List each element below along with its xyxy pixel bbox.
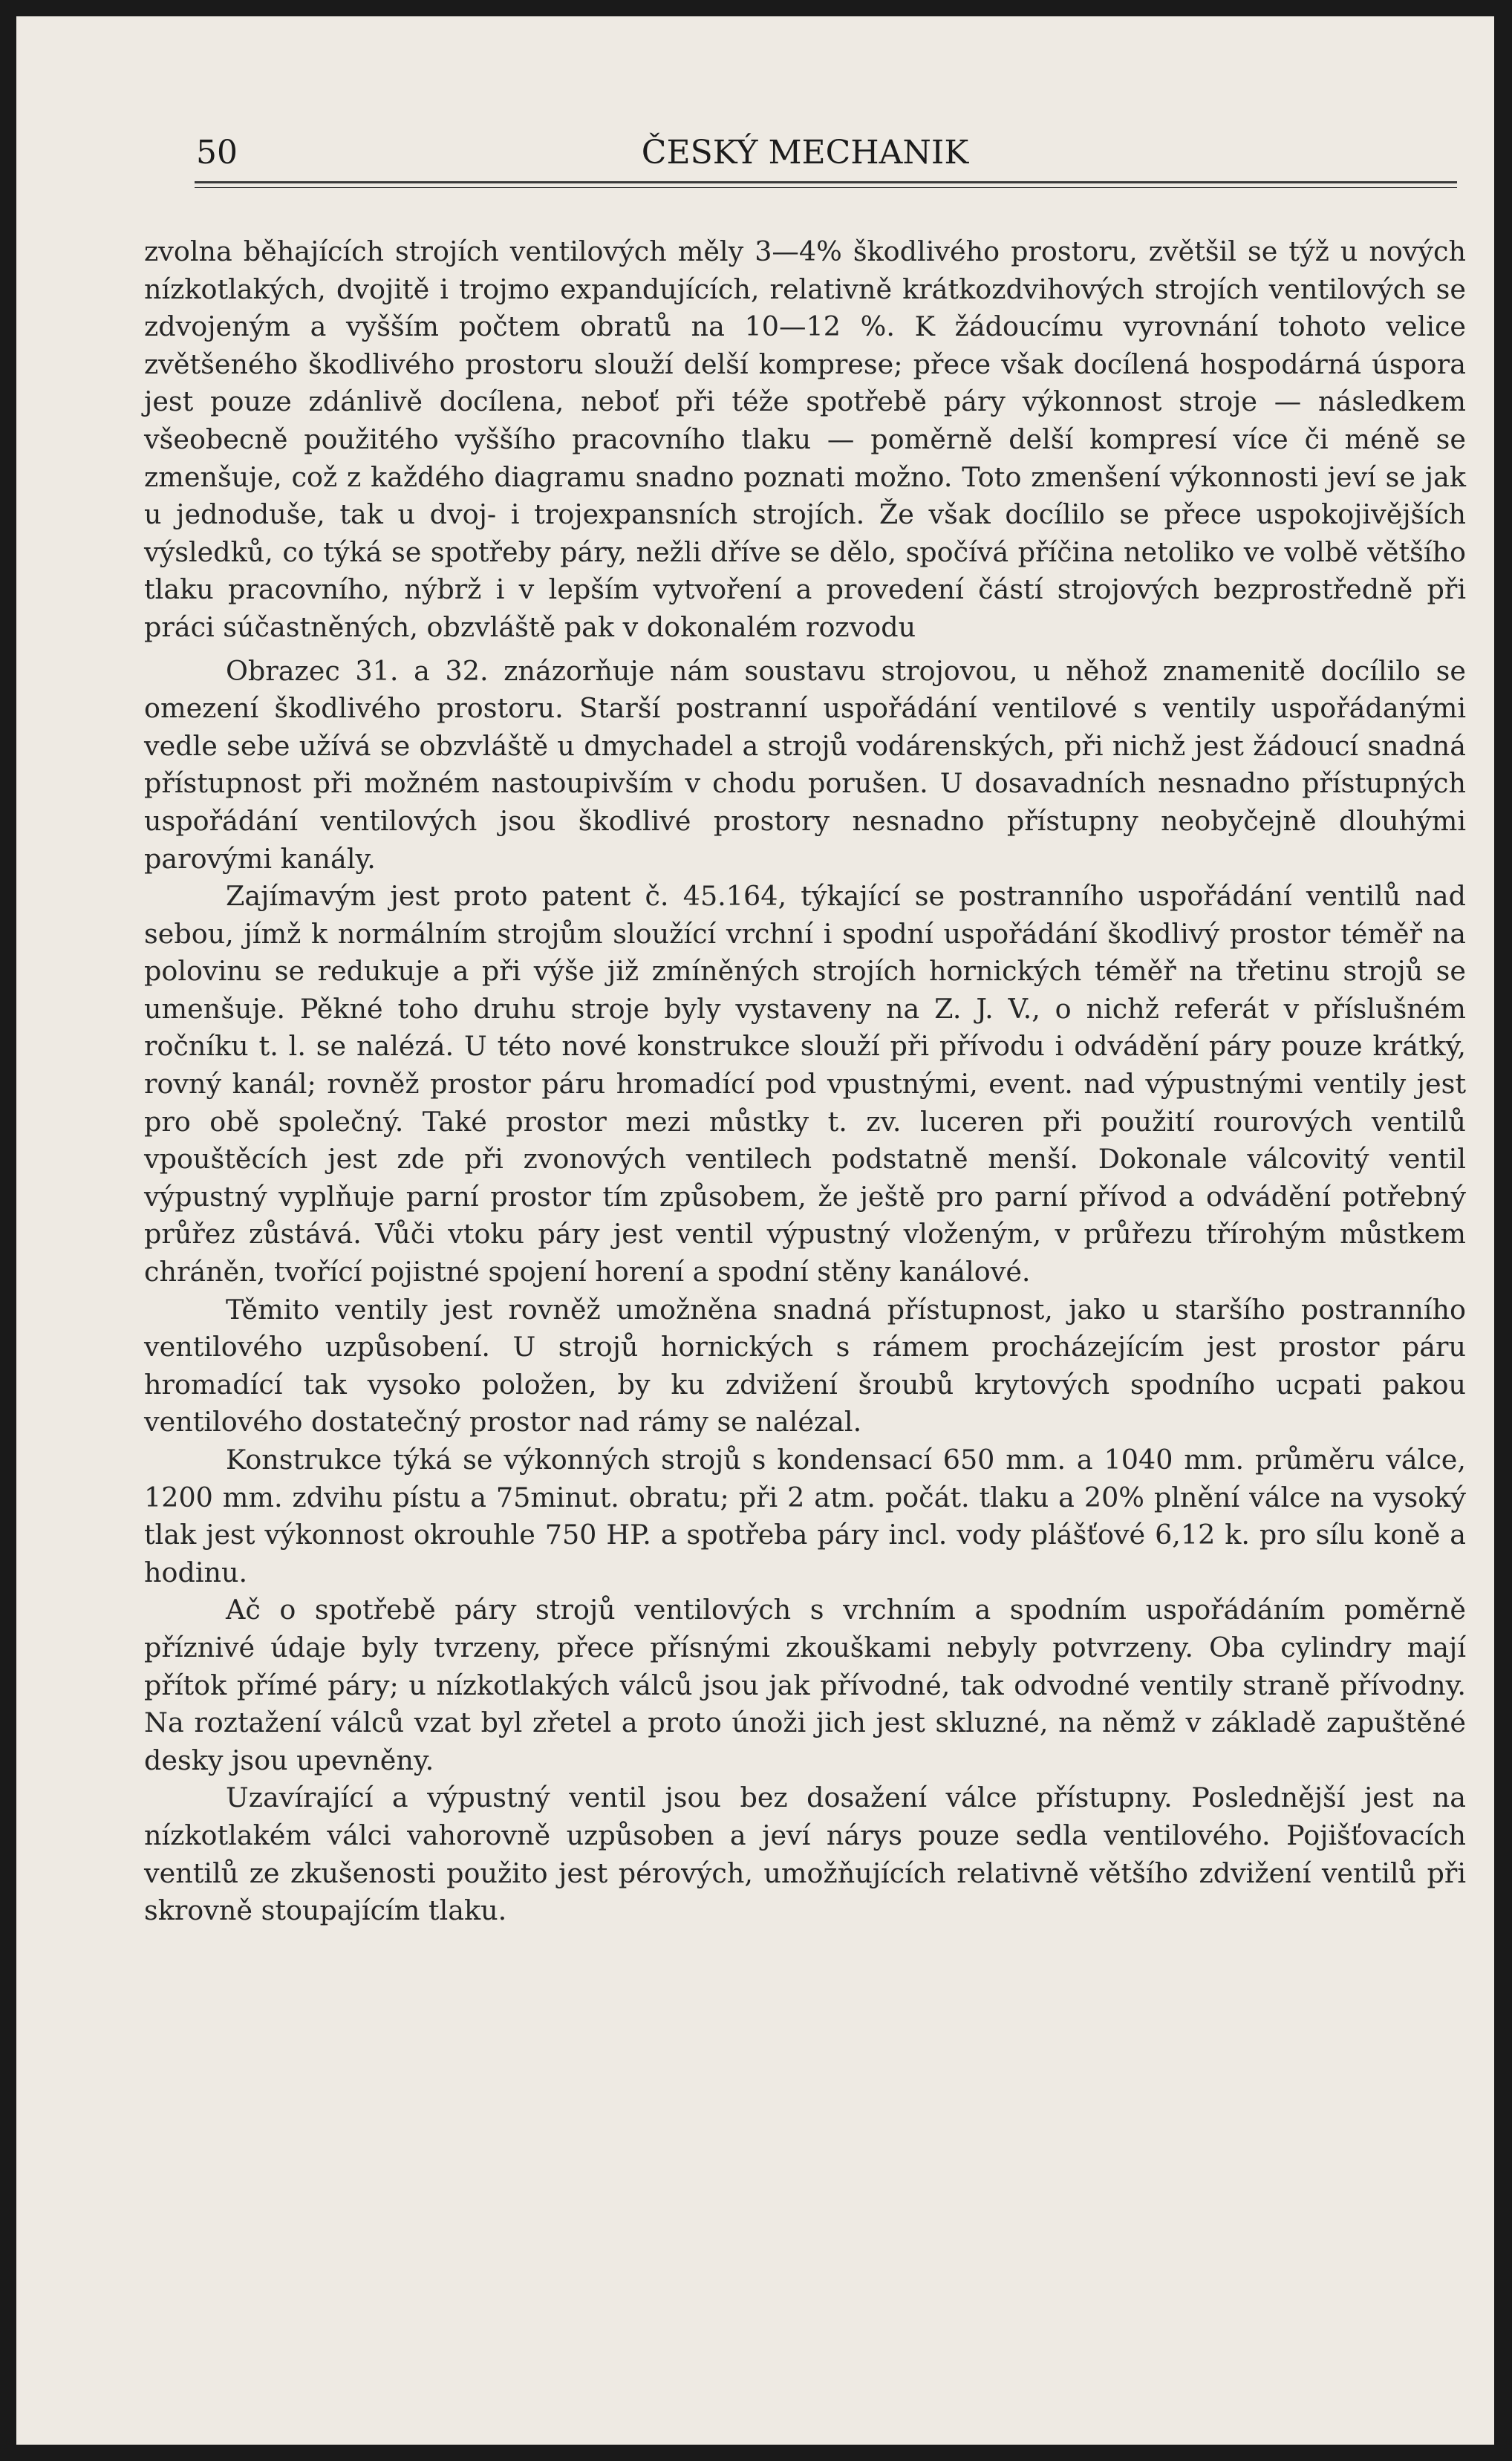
- paragraph: Uzavírající a výpustný ventil jsou bez dosažení válce přístupny. Poslednější jest na nízkotlakém válci vahorovně uzpůsoben a jeví nárys pouze sedla ventilového. Pojišťovacích ventilů ze zkušenosti použito jest pérových, umožňujících relativně většího zdvižení ventilů při skrovně stoupajícím tlaku.: [144, 1782, 1466, 1927]
- header-rule: [195, 181, 1457, 183]
- paragraph: Zajímavým jest proto patent č. 45.164, týkající se postranního uspořádání ventilů nad sebou, jímž k normálním strojům sloužící vrchní i spodní uspořádání škodlivý prostor téměř na polovinu se redukuje a při výše již zmíněných strojích hornických téměř na třetinu strojů se umenšuje. Pěkné toho druhu stroje byly vystaveny na Z. J. V., o nichž referát v příslušném ročníku t. l. se nalézá. U této nové konstrukce slouží při přívodu i odvádění páry pouze krátký, rovný kanál; rovněž prostor páru hromadící pod vpustnými, event. nad výpustnými ventily jest pro obě společný. Také prostor mezi můstky t. zv. luceren při použití rourových ventilů vpouštěcích jest zde při zvonových ventilech podstatně menší. Dokonale válcovitý ventil výpustný vyplňuje parní prostor tím způsobem, že ještě pro parní přívod a odvádění potřebný průřez zůstává. Vůči vtoku páry jest ventil výpustný vloženým, v průřezu třírohým můstkem chráněn, tvořící pojistné spojení horení a spodní stěny kanálové.: [144, 880, 1466, 1288]
- page-header: [144, 128, 1466, 180]
- paragraph: Obrazec 31. a 32. znázorňuje nám soustavu strojovou, u něhož znamenitě docílilo se omezení škodlivého prostoru. Starší postranní uspořádání ventilové s ventily uspořádanými vedle sebe užívá se obzvláště u dmychadel a strojů vodárenských, při nichž jest žádoucí snadná přístupnost při možném nastoupivším v chodu porušen. U dosavadních nesnadno přístupných uspořádání ventilových jsou škodlivé prostory nesnadno přístupny neobyčejně dlouhými parovými kanály.: [144, 654, 1466, 875]
- running-title: ČESKÝ MECHANIK: [641, 134, 969, 172]
- scanned-page: [16, 16, 1494, 2445]
- paragraph: zvolna běhajících strojích ventilových měly 3—4% škodlivého prostoru, zvětšil se týž u nových nízkotlakých, dvojitě i trojmo expandujících, relativně krátkozdvihových strojích ventilových se zdvojeným a vyšším počtem obratů na 10—12 %. K žádoucímu vyrovnání tohoto velice zvětšeného škodlivého prostoru slouží delší komprese; přece však docílená hospodárná úspora jest pouze zdánlivě docílena, neboť při téže spotřebě páry výkonnost stroje — následkem všeobecně použitého vyššího pracovního tlaku — poměrně delší kompresí více či méně se zmenšuje, což z každého diagramu snadno poznati možno. Toto zmenšení výkonnosti jeví se jak u jednoduše, tak u dvoj- i trojexpansních strojích. Že však docílilo se přece uspokojivějších výsledků, co týká se spotřeby páry, nežli dříve se dělo, spočívá příčina netoliko ve volbě většího tlaku pracovního, nýbrž i v lepším vytvoření a provedení částí strojových bezprostředně při práci súčastněných, obzvláště pak v dokonalém rozvodu: [144, 235, 1466, 643]
- article-body: [144, 233, 1466, 1930]
- paragraph: Konstrukce týká se výkonných strojů s kondensací 650 mm. a 1040 mm. průměru válce, 1200 mm. zdvihu pístu a 75minut. obratu; při 2 atm. počát. tlaku a 20% plnění válce na vysoký tlak jest výkonnost okrouhle 750 HP. a spotřeba páry incl. vody plášťové 6,12 k. pro sílu koně a hodinu.: [144, 1444, 1466, 1588]
- paragraph: Těmito ventily jest rovněž umožněna snadná přístupnost, jako u staršího postranního ventilového uzpůsobení. U strojů hornických s rámem procházejícím jest prostor páru hromadící tak vysoko položen, by ku zdvižení šroubů krytových spodního ucpati pakou ventilového dostatečný prostor nad rámy se nalézal.: [144, 1293, 1466, 1438]
- paragraph: Ač o spotřebě páry strojů ventilových s vrchním a spodním uspořádáním poměrně příznivé údaje byly tvrzeny, přece přísnými zkouškami nebyly potvrzeny. Oba cylindry mají přítok přímé páry; u nízkotlakých válců jsou jak přívodné, tak odvodné ventily straně přívodny. Na roztažení válců vzat byl zřetel a proto únoži jich jest skluzné, na němž v základě zapuštěné desky jsou upevněny.: [144, 1594, 1466, 1776]
- page-number: 50: [196, 134, 238, 172]
- header-rule-thin: [195, 187, 1457, 188]
